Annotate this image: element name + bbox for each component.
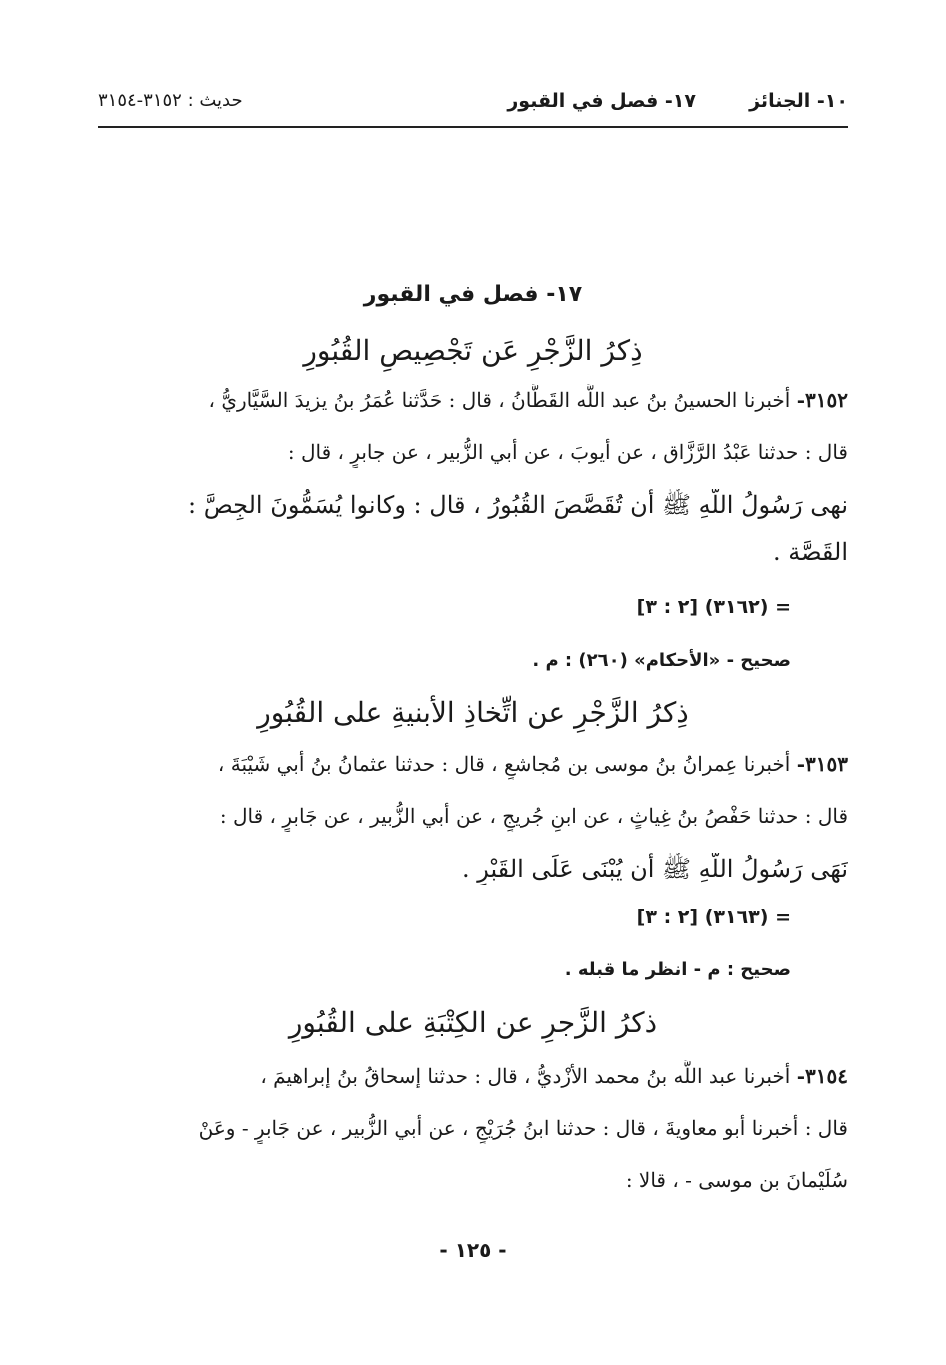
running-header xyxy=(98,86,848,128)
matn-line: القَصَّة . xyxy=(772,538,848,566)
isnad-line: قال : حدثنا عَبْدُ الرَّزَّاق ، عن أيوبَ ، عن أبي الزُّبير ، عن جابرٍ ، قال : xyxy=(287,440,848,464)
isnad-text: أخبرنا عبد اللَّه بنُ محمد الأزْديُّ ، قال : حدثنا إسحاقُ بنُ إبراهيمَ ، xyxy=(260,1064,791,1088)
page-number: - ١٢٥ - xyxy=(439,1238,507,1262)
cross-reference: = (٣١٦٢) [٢ : ٣] xyxy=(636,596,791,618)
chapter-heading-3: ذكرُ الزَّجرِ عن الكِتْبَةِ على القُبُورِ xyxy=(288,1006,658,1039)
chapter-heading-2: ذِكرُ الزَّجْرِ عن اتِّخاذِ الأبنيةِ على القُبُورِ xyxy=(257,696,689,729)
matn-line: نَهَى رَسُولُ اللَّهِ ﷺ أن يُبْنَى عَلَى القَبْرِ . xyxy=(461,855,848,883)
isnad-line xyxy=(98,748,848,780)
isnad-text: أخبرنا الحسينُ بنُ عبد اللَّه القَطَّانُ ، قال : حَدَّثنا عُمَرُ بنُ يزيدَ السَّيَّاريُّ ، xyxy=(208,388,791,412)
hadith-number: ٣١٥٢- xyxy=(796,388,848,412)
hadith-number: ٣١٥٤- xyxy=(796,1064,848,1088)
chapter-heading-1: ذِكرُ الزَّجْرِ عَن تَجْصِيصِ القُبُورِ xyxy=(303,334,643,367)
isnad-text: أخبرنا عِمرانُ بنُ موسى بن مُجاشعٍ ، قال : حدثنا عثمانُ بنُ أبي شَيْبَةَ ، xyxy=(217,752,791,776)
matn-line: نهى رَسُولُ اللَّهِ ﷺ أن تُقَصَّصَ القُبُورُ ، قال : وكانوا يُسَمُّونَ الجِصَّ : xyxy=(188,491,848,519)
hadith-grade: صحيح - «الأحكام» (٢٦٠) : م . xyxy=(532,650,791,671)
isnad-line: قال : أخبرنا أبو معاويةَ ، قال : حدثنا ابنُ جُرَيْجٍ ، عن أبي الزُّبير ، عن جَابرٍ - وعَنْ xyxy=(198,1116,848,1140)
cross-reference: = (٣١٦٣) [٢ : ٣] xyxy=(636,906,791,928)
hadith-grade: صحيح : م - انظر ما قبله . xyxy=(564,959,791,980)
header-section: ١٧- فصل في القبور xyxy=(507,90,696,112)
header-chapter: ١٠- الجنائز xyxy=(749,90,848,112)
header-hadith-range: حديث : ٣١٥٢-٣١٥٤ xyxy=(98,90,243,111)
isnad-line: قال : حدثنا حَفْصُ بنُ غِياثٍ ، عن ابنِ جُريجٍ ، عن أبي الزُّبير ، عن جَابرٍ ، قال : xyxy=(219,804,848,828)
section-title: ١٧- فصل في القبور xyxy=(363,282,583,307)
hadith-number: ٣١٥٣- xyxy=(796,752,848,776)
isnad-line xyxy=(98,384,848,416)
isnad-line: سُلَيْمانَ بن موسى - ، قالا : xyxy=(625,1168,848,1192)
isnad-line xyxy=(98,1060,848,1092)
